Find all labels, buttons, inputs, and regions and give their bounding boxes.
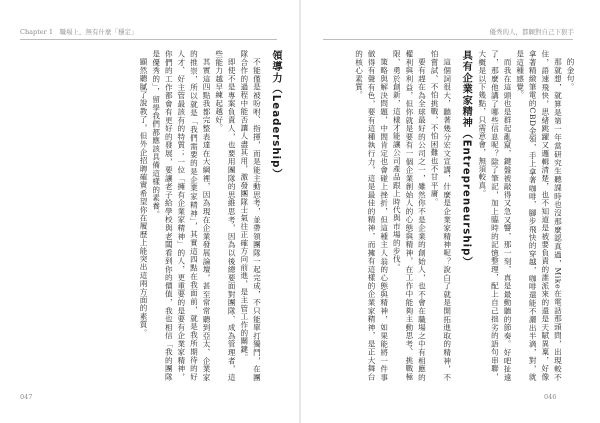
- page-number: 046: [544, 393, 557, 401]
- page-number: 047: [20, 393, 33, 401]
- paragraph: 而我在這頭也是群起亂竄，鍵盤被敲得又急又響，那一刻，真是最動聽的節奏。好吧扯遠了，那麼他講了哪些信息呢？除了筆記，加上臨時的記憶整理，配上自己拙劣的語句串聯，大概是以下幾點，只需意會，無須較真。: [477, 50, 513, 381]
- header-rule: [323, 39, 573, 40]
- paragraph: 其實這四點我都完整表達在大綱裡，因為現在企業發展論壇，甚至常常聽到亞太、企業家的推崇，所以就是「我們需要的是企業家精神」，其實這四點在我面前，就是我所期待的好人才、好主管最該有的特質；一位「擁有企業家精神」的人，更重要的是要有企業家精神，你們的工作都會有更好的發展，要讓老子給學校與老闆看到你的價值，我也相信「我的團隊是優秀的」，留學我們都應該具備這樣的素養。: [151, 50, 212, 381]
- paragraph: 顯然聽膩了說教了，但外企招聘確實希望你在履歷上能突出這兩方面的素質。: [139, 57, 149, 337]
- body-text: [22, 50, 285, 381]
- paragraph: 要有趕在為全球最好的公司之一，雖然你不是企業的創始人，也不會在職場之中有相應的權利與利益，但你就是要有一個企業創始人的心態與精神，在工作中能夠主動思考、挑戰極限、勇於創新，這樣才能讓公司產品跟上時代與市場的步伐。: [392, 50, 427, 381]
- left-page: [0, 0, 299, 423]
- section-heading-entrepreneurship: 具有企業家精神（Entrepreneurship）: [460, 50, 472, 268]
- running-header: 優秀的人，都願對自己下狠手: [489, 28, 574, 36]
- paragraph: 這個詞很大，聽著幾分宏文宣講，什麼是企業家精神呢？說白了就是開拓進取的精神，不怕嘗試、不怕挑戰，不怕困難也不甘平庸。: [430, 50, 452, 381]
- vertical-text-column: [317, 50, 576, 381]
- vertical-text-column: [22, 50, 285, 381]
- paragraph: 那就想，就算是第一年當研究生聽課時也沒那麼認真過，Mike在電話那頭問，出現較不住，語速飛快，思緒跳躍又邏輯清楚，也不知道是被要負責的誰派來的還是天賦異稟，好像拿著精緻筆電的CBD金領，手上拿著咖啡，腳步飛快的穿越，咖啡還能不灑出半滴，對，就是這種感覺。: [515, 50, 563, 381]
- running-header: Chapter 1 職場上，無有什麼「穩定」: [20, 28, 138, 36]
- section-heading-leadership: 領導力（Leadership）: [270, 50, 281, 180]
- paragraph: 不能僅是被吩咐、指揮，而是能主動思考，並帶領團隊一起完成，不只能單打獨鬥，在團隊合作的過程中能否讓人盡其用，激發團隊士氣往正確方向前進，是主管工作的關鍵。: [239, 50, 262, 381]
- paragraph: 的金句。: [566, 57, 575, 91]
- paragraph: 即使不是專案負責人，也要用團隊的思維思考，因為以後總要面對團隊、成為管理者，這些能力越早練起越好。: [214, 50, 237, 381]
- body-text: [317, 50, 576, 381]
- paragraph: 策略與解決問題，中間肯定也會碰上挫折，但這種主人翁的心態與精神，如果能將一件事做得有聲有色，要有這種執行力，這是最佳的精神，而擁有這樣的企業家精神，是正大舞台的核心素質。: [354, 50, 389, 381]
- right-page: [301, 0, 600, 423]
- header-rule: [20, 39, 277, 40]
